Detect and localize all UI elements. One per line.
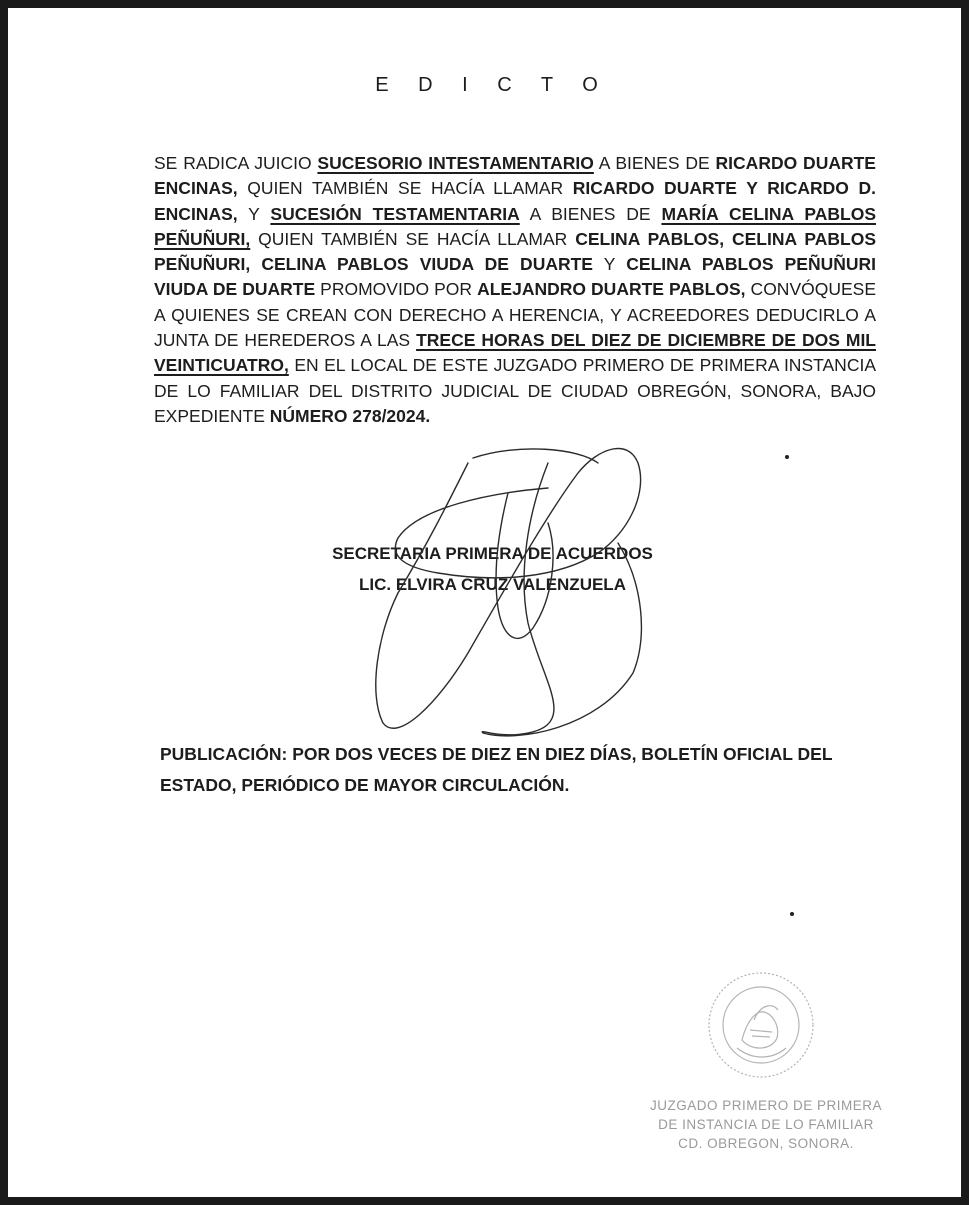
body-segment: QUIEN TAMBIÉN SE HACÍA LLAMAR bbox=[250, 228, 576, 249]
stamp-line-1: JUZGADO PRIMERO DE PRIMERA bbox=[649, 1098, 883, 1113]
deceased-name-1: RICARDO DUARTE ENCINAS, bbox=[154, 153, 876, 199]
publication-note: PUBLICACIÓN: POR DOS VECES DE DIEZ EN DIEZ DÍAS, BOLETÍN OFICIAL DEL ESTADO, PERIÓDICO DE MAYOR CIRCULACIÓN. bbox=[160, 744, 833, 795]
promoter-name: ALEJANDRO DUARTE PABLOS, bbox=[477, 279, 746, 300]
body-segment: CONVÓQUESE A QUIENES SE CREAN CON DERECHO A HERENCIA, Y ACREEDORES DEDUCIRLO A JUNTA DE HEREDEROS A LAS bbox=[154, 279, 876, 351]
national-coat-of-arms-seal bbox=[702, 970, 820, 1080]
body-segment: QUIEN TAMBIÉN SE HACÍA LLAMAR bbox=[237, 178, 573, 199]
signatory-name: LIC. ELVIRA CRUZ VALENZUELA bbox=[359, 575, 626, 594]
handwritten-signature bbox=[348, 433, 658, 743]
body-segment: Y bbox=[592, 254, 627, 275]
body-segment: PROMOVIDO POR bbox=[315, 279, 478, 300]
deceased-name-2: MARÍA CELINA PABLOS PEÑUÑURI, bbox=[154, 203, 877, 249]
body-segment: Y bbox=[237, 203, 271, 224]
hearing-datetime: TRECE HORAS DEL DIEZ DE DICIEMBRE DE DOS MIL VEINTICUATRO, bbox=[154, 330, 876, 376]
document-title: E D I C T O bbox=[375, 74, 610, 96]
signatory-position: SECRETARIA PRIMERA DE ACUERDOS bbox=[332, 544, 653, 563]
deceased-aliases-1: RICARDO DUARTE Y RICARDO D. ENCINAS, bbox=[154, 178, 877, 224]
stamp-line-3: CD. OBREGON, SONORA. bbox=[678, 1136, 854, 1151]
speck bbox=[790, 912, 794, 916]
body-segment: A BIENES DE bbox=[519, 203, 662, 224]
deceased-alias-3: CELINA PABLOS PEÑUÑURI VIUDA DE DUARTE bbox=[154, 254, 877, 300]
body-segment: A BIENES DE bbox=[593, 153, 716, 173]
stamp-line-2: DE INSTANCIA DE LO FAMILIAR bbox=[658, 1117, 874, 1132]
deceased-aliases-2: CELINA PABLOS, CELINA PABLOS PEÑUÑURI, CELINA PABLOS VIUDA DE DUARTE bbox=[154, 228, 876, 275]
court-stamp bbox=[636, 1096, 896, 1153]
edict-body bbox=[154, 151, 876, 429]
body-segment: EN EL LOCAL DE ESTE JUZGADO PRIMERO DE PRIMERA INSTANCIA DE LO FAMILIAR DEL DISTRITO JUDICIAL DE CIUDAD OBREGÓN, SONORA, BAJO EXPEDIENTE bbox=[154, 355, 876, 426]
case-number: NÚMERO 278/2024. bbox=[269, 405, 431, 426]
body-segment: SE RADICA JUICIO bbox=[154, 153, 318, 173]
trial-type: SUCESORIO INTESTAMENTARIO bbox=[317, 153, 594, 173]
speck bbox=[785, 455, 789, 459]
succession-type: SUCESIÓN TESTAMENTARIA bbox=[270, 203, 520, 224]
